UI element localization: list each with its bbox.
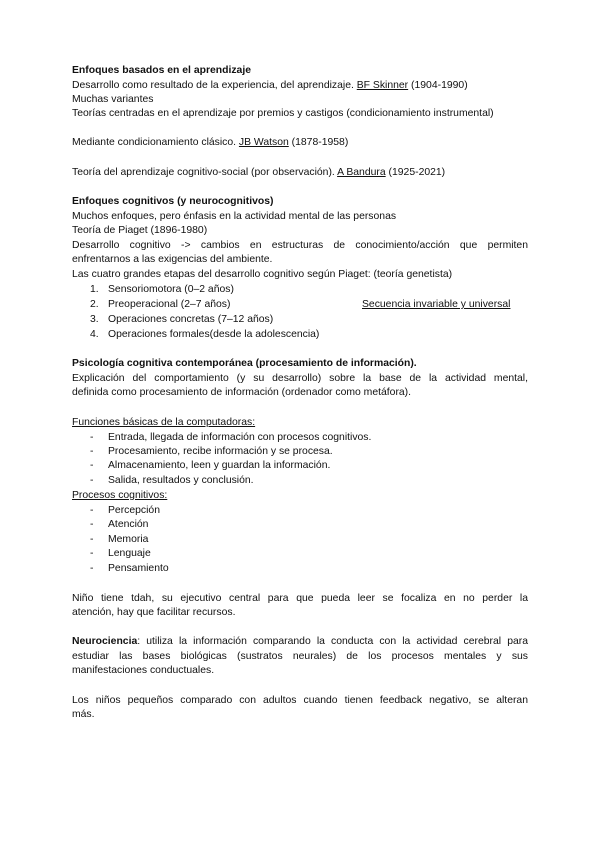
line-etapas: Las cuatro grandes etapas del desarrollo cognitivo según Piaget: (teoría genetista) [72,269,453,280]
line-neurociencia-3: manifestaciones conductuales. [72,665,215,676]
line-skinner [72,79,468,93]
text: (1904-1990) [408,80,468,91]
stage-item: Operaciones formales(desde la adolescencia) [108,329,320,340]
link-skinner[interactable]: BF Skinner [356,80,409,91]
secuencia-note: Secuencia invariable y universal [362,299,511,310]
stage-number: 3. [90,314,99,325]
line-desarrollo-1: Desarrollo cognitivo -> cambios en estructuras de conocimiento/acción que permiten [72,240,528,251]
stage-number: 1. [90,284,99,295]
line-neurociencia-1 [72,635,528,649]
bullet-dash: - [90,460,94,471]
proceso-item: Percepción [108,505,160,516]
proceso-item: Lenguaje [108,548,151,559]
stage-item: Operaciones concretas (7–12 años) [108,314,274,325]
line-ninos-2: más. [72,709,95,720]
neurociencia-term: Neurociencia [72,636,138,647]
line-tdah-1: Niño tiene tdah, su ejecutivo central para que pueda leer se focaliza en no perder la [72,593,528,604]
line-tdah-2: atención, hay que facilitar recursos. [72,607,236,618]
line-desarrollo-2: enfrentarnos a las exigencias del ambiente. [72,254,273,265]
funcion-item: Procesamiento, recibe información y se procesa. [108,446,333,457]
line-enfoques: Muchos enfoques, pero énfasis en la actividad mental de las personas [72,211,397,222]
bullet-dash: - [90,534,94,545]
text: : utiliza la información comparando la conducta con la actividad cerebral para [137,636,528,647]
text: Mediante condicionamiento clásico. [72,137,239,148]
procesos-title: Procesos cognitivos: [72,490,168,501]
bullet-dash: - [90,432,94,443]
proceso-item: Memoria [108,534,149,545]
bullet-dash: - [90,475,94,486]
stage-item: Preoperacional (2–7 años) [108,299,231,310]
funcion-item: Entrada, llegada de información con procesos cognitivos. [108,432,372,443]
bullet-dash: - [90,548,94,559]
bullet-dash: - [90,505,94,516]
stage-number: 4. [90,329,99,340]
heading-cognitivos: Enfoques cognitivos (y neurocognitivos) [72,196,274,207]
bullet-dash: - [90,563,94,574]
text: Desarrollo como resultado de la experiencia, del aprendizaje. [72,80,357,91]
funciones-title: Funciones básicas de la computadoras: [72,417,256,428]
line-explicacion-1: Explicación del comportamiento (y su desarrollo) sobre la base de la actividad mental, [72,373,528,384]
bullet-dash: - [90,446,94,457]
line-explicacion-2: definida como procesamiento de información (ordenador como metáfora). [72,387,412,398]
proceso-item: Pensamiento [108,563,169,574]
heading-aprendizaje: Enfoques basados en el aprendizaje [72,65,252,76]
line-ninos-1: Los niños pequeños comparado con adultos cuando tienen feedback negativo, se alteran [72,695,528,706]
funcion-item: Almacenamiento, leen y guardan la información. [108,460,331,471]
text: Teoría del aprendizaje cognitivo-social (por observación). [72,167,338,178]
stage-item: Sensoriomotora (0–2 años) [108,284,234,295]
funcion-item: Salida, resultados y conclusión. [108,475,254,486]
link-bandura[interactable]: A Bandura [337,167,386,178]
line-piaget: Teoría de Piaget (1896-1980) [72,225,208,236]
stage-number: 2. [90,299,99,310]
line-neurociencia-2: estudiar las bases biológicas (sustratos neurales) de los procesos mentales y sus [72,651,528,662]
bullet-dash: - [90,519,94,530]
text: (1878-1958) [288,137,349,148]
line-premios: Teorías centradas en el aprendizaje por premios y castigos (condicionamiento instrumental) [72,108,494,119]
line-watson [72,136,348,150]
link-watson[interactable]: JB Watson [238,137,289,148]
text: (1925-2021) [385,167,446,178]
line-bandura [72,166,445,180]
heading-psicologia: Psicología cognitiva contemporánea (procesamiento de información). [72,358,417,369]
proceso-item: Atención [108,519,149,530]
line-variantes: Muchas variantes [72,94,154,105]
